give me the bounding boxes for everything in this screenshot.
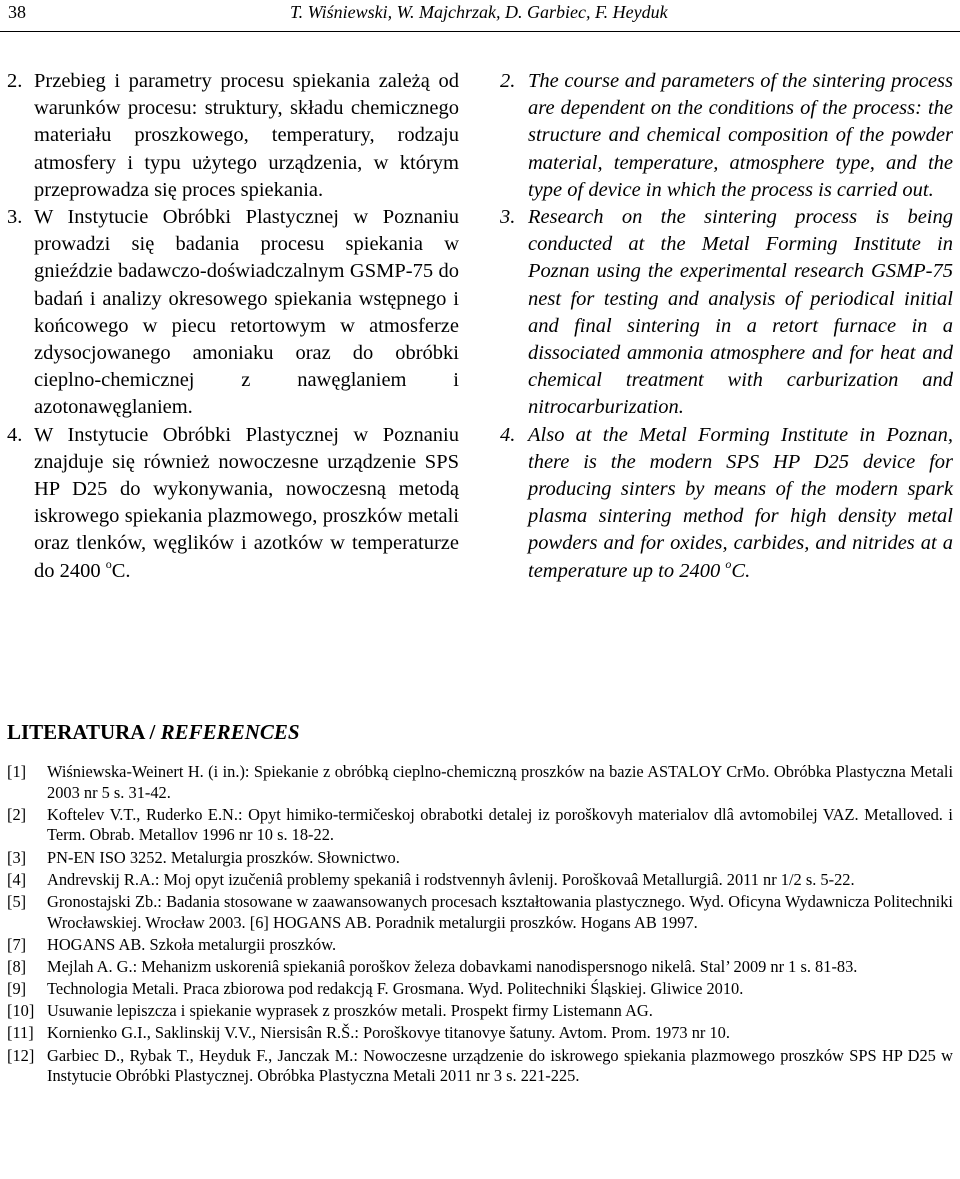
item-number: 3. xyxy=(500,206,516,229)
polish-conclusion-2 xyxy=(7,68,459,204)
running-head-authors: T. Wiśniewski, W. Majchrzak, D. Garbiec, F. Heyduk xyxy=(290,2,668,22)
reference-text: Mejlah A. G.: Mehanizm uskoreniâ spiekaniâ poroškov železa dobavkami nanodispersnogo nikelâ. Stal’ 2009 nr 1 s. 81-83. xyxy=(47,956,858,976)
reference-number: [7] xyxy=(7,934,27,954)
english-conclusion-4 xyxy=(500,422,953,585)
reference-item xyxy=(7,762,953,803)
reference-number: [3] xyxy=(7,847,27,867)
reference-text: Andrevskij R.A.: Moj opyt izučeniâ problemy spekaniâ i rodstvennyh âvlenij. Poroškovaâ Metallurgiâ. 2011 nr 1/2 s. 5-22. xyxy=(47,869,855,889)
english-column xyxy=(500,68,953,585)
item-number: 2. xyxy=(500,70,516,92)
item-text: Also at the Metal Forming Institute in Poznan, there is the modern SPS HP D25 device for producing sinters by means of the modern spark plasma sintering method for high density metal powders and for oxides, carbides, and nitrides at a temperature up to 2400 $^o$C. xyxy=(528,423,953,582)
reference-text: HOGANS AB. Szkoła metalurgii proszków. xyxy=(47,934,337,954)
reference-text: PN-EN ISO 3252. Metalurgia proszków. Słownictwo. xyxy=(47,847,400,867)
english-conclusion-3 xyxy=(500,204,953,422)
reference-text: Koftelev V.T., Ruderko E.N.: Opyt himiko-termičeskoj obrabotki detalej iz poroškovyh materialov dlâ avtomobilej VAZ. Metalloved. i Term. Obrab. Metallov 1996 nr 10 s. 18-22. xyxy=(47,804,953,845)
reference-text: Technologia Metali. Praca zbiorowa pod redakcją F. Grosmana. Wyd. Politechniki Śląskiej. Gliwice 2010. xyxy=(47,979,744,999)
item-text: Przebieg i parametry procesu spiekania zależą od warunków procesu: struktury, składu chemicznego materiału proszkowego, temperatury, rodzaju atmosfery i typu użytego urządzenia, w którym przeprowadza się proces spiekania. xyxy=(34,70,459,201)
reference-number: [12] xyxy=(7,1045,35,1065)
page-number: 38 xyxy=(8,2,26,22)
polish-conclusion-3 xyxy=(7,204,459,422)
item-text: Research on the sintering process is being conducted at the Metal Forming Institute in Poznan using the experimental research GSMP-75 nest for testing and analysis of periodical initial and final sintering in a retort furnace in a dissociated ammonia atmosphere and for heat and chemical treatment with carburization and nitrocarburization. xyxy=(528,206,953,419)
item-number: 4. xyxy=(500,423,516,446)
degree-superscript: o xyxy=(725,556,732,571)
polish-conclusion-4 xyxy=(7,422,459,585)
reference-item xyxy=(7,848,953,869)
degree-superscript: o xyxy=(105,556,112,571)
item-text: W Instytucie Obróbki Plastycznej w Poznaniu znajduje się również nowoczesne urządzenie SPS HP D25 do wykonywania, nowoczesną metodą iskrowego spiekania plazmowego, proszków metali oraz tlenków, węglików i azotków w temperaturze do 2400 $^o$C. xyxy=(34,423,459,582)
reference-number: [5] xyxy=(7,891,27,911)
item-text: The course and parameters of the sintering process are dependent on the conditions of the process: the structure and chemical composition of the powder material, temperature, atmosphere type, and the type of device in which the process is carried out. xyxy=(528,70,953,201)
reference-number: [1] xyxy=(7,762,27,781)
reference-item xyxy=(7,1046,953,1087)
reference-list xyxy=(7,762,953,1088)
reference-text: Usuwanie lepiszcza i spiekanie wyprasek z proszków metali. Prospekt firmy Listemann AG. xyxy=(47,1001,653,1021)
reference-item xyxy=(7,1023,953,1044)
english-conclusion-2 xyxy=(500,68,953,204)
header-rule xyxy=(0,31,960,32)
reference-item xyxy=(7,870,953,891)
reference-number: [11] xyxy=(7,1023,34,1043)
reference-item xyxy=(7,1001,953,1022)
reference-number: [9] xyxy=(7,979,27,999)
reference-item xyxy=(7,979,953,1000)
reference-text: Wiśniewska-Weinert H. (i in.): Spiekanie z obróbką cieplno-chemiczną proszków na bazie ASTALOY CrMo. Obróbka Plastyczna Metali 2003 nr 5 s. 31-42. xyxy=(47,762,953,802)
reference-number: [2] xyxy=(7,804,27,824)
item-number: 2. xyxy=(7,70,23,92)
page-header xyxy=(0,0,960,34)
reference-item xyxy=(7,957,953,978)
item-number: 4. xyxy=(7,423,23,446)
reference-item xyxy=(7,805,953,846)
reference-text: Garbiec D., Rybak T., Heyduk F., Janczak M.: Nowoczesne urządzenie do iskrowego spiekania plazmowego proszków SPS HP D25 w Instytucie Obróbki Plastycznej. Obróbka Plastyczna Metali 2011 nr 3 s. 221-225. xyxy=(47,1045,953,1086)
reference-number: [10] xyxy=(7,1001,35,1021)
reference-item xyxy=(7,892,953,933)
reference-text: Gronostajski Zb.: Badania stosowane w zaawansowanych procesach kształtowania plastycznego. Wyd. Oficyna Wydawnicza Politechniki Wrocławskiej. Wrocław 2003. [6] HOGANS AB. Poradnik metalurgii proszków. Hogans AB 1997. xyxy=(47,891,953,932)
item-text: W Instytucie Obróbki Plastycznej w Poznaniu prowadzi się badania procesu spiekania w gnieździe badawczo-doświadczalnym GSMP-75 do badań i analizy okresowego spiekania wstępnego i końcowego w piecu retortowym w atmosferze zdysocjowanego amoniaku oraz do obróbki cieplno-chemicznej z nawęglaniem i azotonawęglaniem. xyxy=(34,206,459,419)
polish-column xyxy=(7,68,459,585)
reference-item xyxy=(7,935,953,956)
literature-heading-en: REFERENCES xyxy=(160,720,300,744)
reference-number: [8] xyxy=(7,956,27,976)
literature-heading-pl: LITERATURA / xyxy=(7,720,161,744)
literature-heading xyxy=(7,720,300,745)
reference-text: Kornienko G.I., Saklinskij V.V., Niersisân R.Š.: Poroškovye titanovye šatuny. Avtom. Prom. 1973 nr 10. xyxy=(47,1023,730,1043)
item-number: 3. xyxy=(7,206,23,229)
reference-number: [4] xyxy=(7,869,27,889)
